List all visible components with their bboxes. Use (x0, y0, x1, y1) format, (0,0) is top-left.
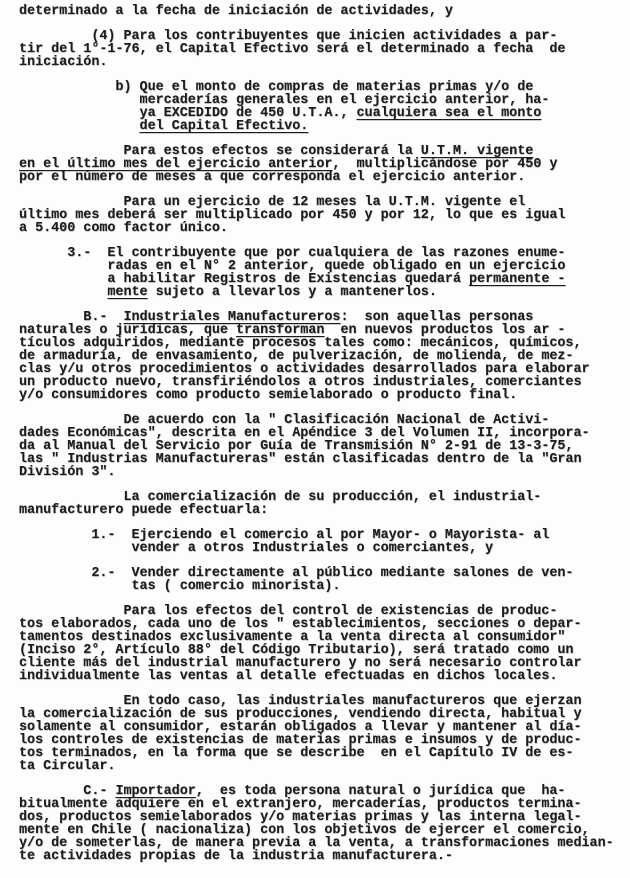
text-segment: mercaderías generales en el ejercicio anterior, ha- (139, 93, 550, 108)
text-segment: ta Circular. (19, 759, 116, 774)
text-segment: los controles de existencias de materias primas e insumos y de produc- (19, 733, 582, 748)
text-segment: de armaduría, de envasamiento, de pulverización, de molienda, de mez- (19, 349, 574, 364)
paragraph (19, 196, 624, 235)
text-segment: da al Manual del Servicio por Guía de Transmisión N° 2-91 de 13-3-75, (19, 439, 574, 454)
text-segment: sujeto a llevarlos y a mantenerlos. (147, 285, 437, 300)
text-line (19, 389, 624, 402)
text-segment: , multiplicándose por 450 y (332, 157, 558, 172)
paragraph (19, 605, 624, 683)
text-segment: dos, productos semielaborados y/o materias primas y las interna legal- (19, 810, 582, 825)
text-segment: 2.- Vender directamente al público mediante salones de ven- (91, 566, 574, 581)
paragraph (19, 567, 624, 593)
paragraph (19, 695, 624, 773)
text-segment: 1.- Ejerciendo el comercio al por Mayor- o Mayorista- al (91, 528, 550, 543)
text-segment: y/o consumidores como producto semielaborado o producto final. (19, 388, 518, 403)
text-line (19, 504, 624, 517)
text-segment: te actividades propias de la industria manufacturera.- (19, 849, 453, 864)
paragraph (19, 414, 624, 479)
text-line (19, 43, 624, 56)
text-segment: (Inciso 2°, Artículo 88° del Código Tributario), será tratado como un (19, 643, 574, 658)
text-segment: las " Industrias Manufactureras" están clasificadas dentro de la "Gran (19, 452, 582, 467)
text-line (19, 5, 624, 18)
paragraph (19, 529, 624, 555)
underlined-text: mente (107, 285, 148, 300)
document-body (19, 5, 624, 863)
paragraph (19, 491, 624, 517)
paragraph (19, 311, 624, 402)
text-segment: a habilitar Registros de Existencias quedará (107, 272, 469, 287)
text-segment: La comercialización de su producción, el industrial- (123, 490, 542, 505)
text-segment: naturales o jurídicas, que (19, 323, 236, 338)
text-segment: por el número de meses a que corresponda el ejercicio anterior. (19, 170, 526, 185)
text-segment: ya EXCEDIDO de 450 U.T.A., (139, 106, 357, 121)
underlined-text: Importador (115, 784, 196, 799)
text-segment: bitualmente adquiere en el extranjero, mercaderías, productos termina- (19, 797, 582, 812)
text-segment: dades Económicas", descrita en el Apéndice 3 del Volumen II, incorpora- (19, 426, 590, 441)
text-line (19, 542, 624, 555)
text-segment: b) Que el monto de compras de materias primas y/o de (115, 80, 534, 95)
text-segment: tos terminados, en la forma que se describe en el Capítulo IV de es- (19, 746, 574, 761)
text-line (19, 56, 624, 69)
text-line (19, 670, 624, 683)
text-line (19, 850, 624, 863)
text-segment: último mes deberá ser multiplicado por 450 y por 12, lo que es igual (19, 208, 566, 223)
text-line (19, 466, 624, 479)
text-segment: solamente al consumidor, estarán obligados a llevar y mantener al día- (19, 720, 582, 735)
text-line (19, 120, 624, 133)
text-segment: y/o de someterlas, de manera previa a la venta, a transformaciones median- (19, 836, 614, 851)
underlined-text: transforman (235, 323, 325, 338)
text-segment: manufacturero puede efectuarla: (19, 503, 269, 518)
text-segment: C.- (83, 784, 116, 799)
text-segment: tículos adquiridos, mediante procesos tales como: mecánicos, químicos, (19, 336, 582, 351)
text-line (19, 286, 624, 299)
text-segment: En todo caso, las industriales manufactureros que ejerzan (123, 694, 582, 709)
text-segment: Para los efectos del control de existencias de produc- (123, 604, 558, 619)
text-line (19, 580, 624, 593)
text-segment: determinado a la fecha de iniciación de actividades, y (19, 4, 453, 19)
text-segment: tir del 1°-1-76, el Capital Efectivo será el determinado a fecha de (19, 42, 566, 57)
text-segment: tamentos destinados exclusivamente a la venta directa al consumidor" (19, 630, 566, 645)
underlined-text: en el último mes del ejercicio anterior (19, 157, 333, 172)
text-segment: Para un ejercicio de 12 meses la U.T.M. vigente el (123, 195, 526, 210)
text-segment: clas y/u otros procedimientos o actividades desarrollados para elaborar (19, 362, 590, 377)
paragraph (19, 785, 624, 863)
text-line (19, 171, 624, 184)
text-segment: mente en Chile ( nacionaliza) con los objetivos de ejercer el comercio, (19, 823, 590, 838)
text-segment: a 5.400 como factor único. (19, 221, 228, 236)
text-segment: De acuerdo con la " Clasificación Nacional de Activi- (123, 413, 550, 428)
paragraph (19, 30, 624, 69)
underlined-text: permanente - (469, 272, 566, 287)
text-segment: radas en el N° 2 anterior, quede obligado en un ejercicio (107, 259, 566, 274)
text-segment: iniciación. (19, 55, 108, 70)
text-segment: , es toda persona natural o jurídica que ha- (195, 784, 566, 799)
text-segment: tos elaborados, cada uno de los " establecimientos, secciones o depar- (19, 617, 582, 632)
paragraph (19, 247, 624, 299)
text-segment: División 3". (19, 465, 116, 480)
underlined-text: Industriales Manufactureros (123, 310, 341, 325)
paragraph (19, 81, 624, 133)
text-line (19, 107, 624, 120)
text-segment: tas ( comercio minorista). (131, 579, 341, 594)
text-segment: 3.- El contribuyente que por cualquiera de las razones enume- (67, 246, 566, 261)
underlined-text: U.T.M. vigente (420, 144, 534, 159)
text-segment: individualmente las ventas al detalle efectuadas en dichos locales. (19, 669, 558, 684)
text-segment: un producto nuevo, transfiriéndolos a otros industriales, comerciantes (19, 375, 582, 390)
text-segment: (4) Para los contribuyentes que inicien actividades a par- (91, 29, 558, 44)
text-segment: cliente más del industrial manufacturero y no será necesario controlar (19, 656, 582, 671)
text-segment: B.- (83, 310, 124, 325)
text-segment: la comercialización de sus producciones, vendiendo directa, habitual y (19, 707, 582, 722)
underlined-text: del Capital Efectivo. (139, 119, 309, 134)
text-line (19, 760, 624, 773)
paragraph (19, 5, 624, 18)
paragraph (19, 145, 624, 184)
text-segment: : son aquellas personas (340, 310, 534, 325)
text-segment: vender a otros Industriales o comerciantes, y (131, 541, 494, 556)
underlined-text: cualquiera sea el monto (356, 106, 542, 121)
text-line (19, 222, 624, 235)
text-segment: en nuevos productos los ar - (324, 323, 566, 338)
text-segment: Para estos efectos se considerará la (123, 144, 421, 159)
